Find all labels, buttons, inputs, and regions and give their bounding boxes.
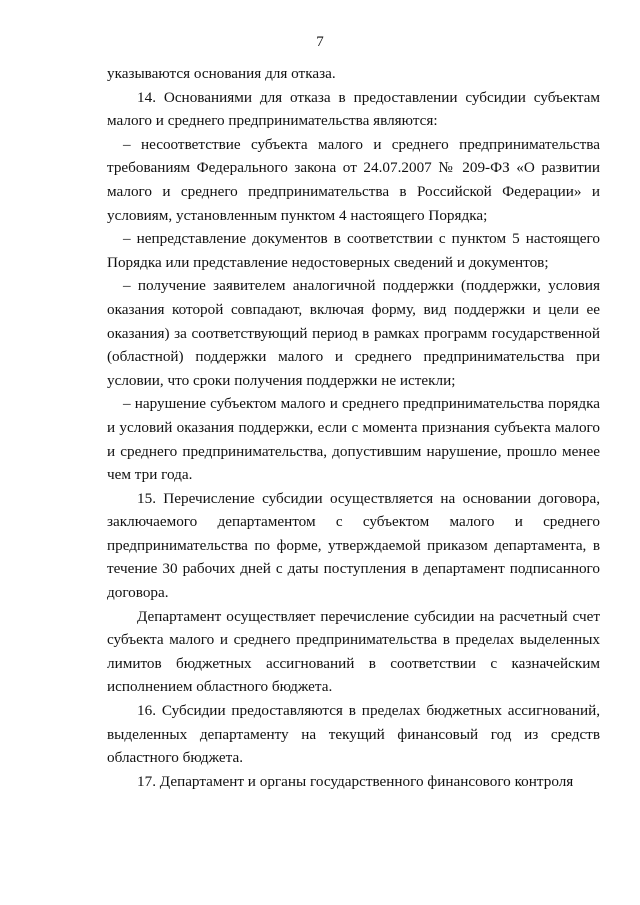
paragraph: Департамент осуществляет перечисление субсидии на расчетный счет субъекта малого и среднего предпринимательства в пределах выделенных лимитов бюджетных ассигнований в соответствии с казначейским исполнением областного бюджета. — [107, 607, 600, 696]
list-item: – получение заявителем аналогичной поддержки (поддержки, условия оказания которой совпадают, включая форму, вид поддержки и цели ее оказания) за соответствующий период в рамках программ государственной (областной) поддержки малого и среднего предпринимательства при условии, что сроки получения поддержки не истекли; — [107, 277, 600, 389]
list-item: – непредставление документов в соответствии с пунктом 5 настоящего Порядка или представление недостоверных сведений и документов; — [107, 230, 600, 271]
page-number: 7 — [316, 34, 324, 50]
paragraph-item-16: 16. Субсидии предоставляются в пределах бюджетных ассигнований, выделенных департаменту на текущий финансовый год из средств областного бюджета. — [107, 702, 600, 767]
list-item: – несоответствие субъекта малого и среднего предпринимательства требованиям Федерального закона от 24.07.2007 № 209-ФЗ «О развитии малого и среднего предпринимательства в Российской Федерации» и условиям, установленным пунктом 4 настоящего Порядка; — [107, 135, 600, 224]
paragraph-item-17: 17. Департамент и органы государственного финансового контроля — [137, 772, 574, 790]
paragraph-continuation: указываются основания для отказа. — [107, 65, 336, 82]
list-item: – нарушение субъектом малого и среднего предпринимательства порядка и условий оказания поддержки, если с момента признания субъекта малого и среднего предпринимательства, допустившим нарушение, прошло менее чем три года. — [107, 395, 600, 484]
paragraph-item-14: 14. Основаниями для отказа в предоставлении субсидии субъектам малого и среднего предпринимательства являются: — [107, 88, 600, 130]
document-body — [107, 62, 600, 793]
paragraph-item-15: 15. Перечисление субсидии осуществляется на основании договора, заключаемого департаментом с субъектом малого и среднего предпринимательства по форме, утверждаемой приказом департамента, в течение 30 рабочих дней с даты поступления в департамент подписанного договора. — [107, 489, 600, 602]
